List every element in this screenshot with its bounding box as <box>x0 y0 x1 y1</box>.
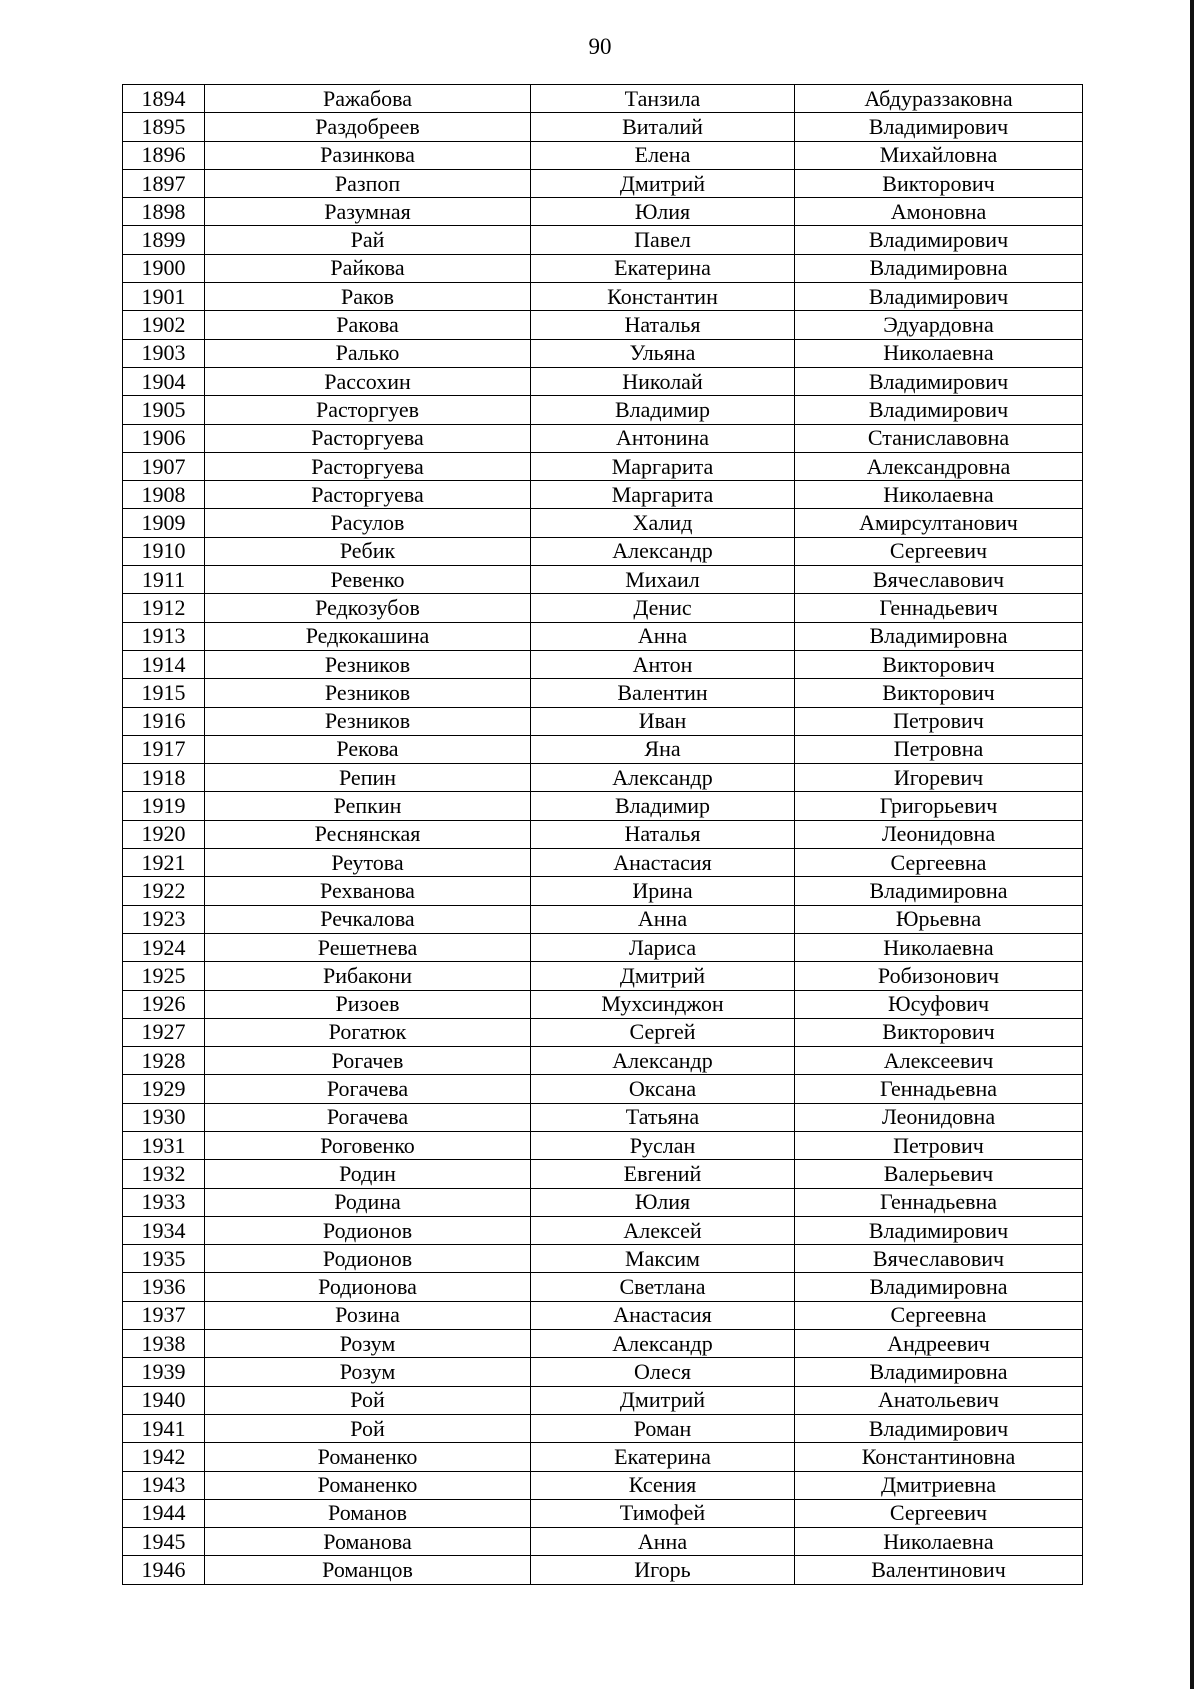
table-row <box>123 1273 1083 1301</box>
names-table-body <box>123 85 1083 1585</box>
last-name-cell: Разумная <box>205 198 531 226</box>
table-row <box>123 339 1083 367</box>
last-name-cell: Родионов <box>205 1216 531 1244</box>
patronymic-cell: Владимировна <box>795 1358 1083 1386</box>
first-name-cell: Анна <box>531 622 795 650</box>
patronymic-cell: Александровна <box>795 452 1083 480</box>
last-name-cell: Редкокашина <box>205 622 531 650</box>
patronymic-cell: Владимирович <box>795 1414 1083 1442</box>
table-row <box>123 1216 1083 1244</box>
last-name-cell: Редкозубов <box>205 594 531 622</box>
row-number-cell: 1901 <box>123 283 205 311</box>
patronymic-cell: Владимирович <box>795 1216 1083 1244</box>
table-row <box>123 933 1083 961</box>
patronymic-cell: Николаевна <box>795 1528 1083 1556</box>
patronymic-cell: Николаевна <box>795 339 1083 367</box>
first-name-cell: Мухсинджон <box>531 990 795 1018</box>
row-number-cell: 1925 <box>123 962 205 990</box>
patronymic-cell: Викторович <box>795 1018 1083 1046</box>
first-name-cell: Олеся <box>531 1358 795 1386</box>
patronymic-cell: Викторович <box>795 169 1083 197</box>
table-row <box>123 1386 1083 1414</box>
last-name-cell: Романова <box>205 1528 531 1556</box>
last-name-cell: Рой <box>205 1414 531 1442</box>
first-name-cell: Ульяна <box>531 339 795 367</box>
row-number-cell: 1922 <box>123 877 205 905</box>
first-name-cell: Тимофей <box>531 1499 795 1527</box>
patronymic-cell: Андреевич <box>795 1330 1083 1358</box>
table-row <box>123 650 1083 678</box>
row-number-cell: 1924 <box>123 933 205 961</box>
patronymic-cell: Сергеевич <box>795 1499 1083 1527</box>
patronymic-cell: Вячеславович <box>795 566 1083 594</box>
row-number-cell: 1909 <box>123 509 205 537</box>
page-number: 90 <box>588 34 612 59</box>
patronymic-cell: Владимировна <box>795 622 1083 650</box>
patronymic-cell: Викторович <box>795 650 1083 678</box>
last-name-cell: Рогачева <box>205 1075 531 1103</box>
last-name-cell: Расторгуева <box>205 481 531 509</box>
patronymic-cell: Геннадьевна <box>795 1188 1083 1216</box>
patronymic-cell: Петровна <box>795 735 1083 763</box>
patronymic-cell: Григорьевич <box>795 792 1083 820</box>
first-name-cell: Анастасия <box>531 849 795 877</box>
row-number-cell: 1932 <box>123 1160 205 1188</box>
table-row <box>123 1160 1083 1188</box>
last-name-cell: Расулов <box>205 509 531 537</box>
row-number-cell: 1916 <box>123 707 205 735</box>
first-name-cell: Дмитрий <box>531 1386 795 1414</box>
first-name-cell: Игорь <box>531 1556 795 1584</box>
row-number-cell: 1944 <box>123 1499 205 1527</box>
row-number-cell: 1900 <box>123 254 205 282</box>
row-number-cell: 1927 <box>123 1018 205 1046</box>
table-row <box>123 1103 1083 1131</box>
row-number-cell: 1917 <box>123 735 205 763</box>
table-row <box>123 141 1083 169</box>
patronymic-cell: Владимирович <box>795 283 1083 311</box>
first-name-cell: Анна <box>531 905 795 933</box>
row-number-cell: 1904 <box>123 367 205 395</box>
row-number-cell: 1928 <box>123 1047 205 1075</box>
table-row <box>123 1443 1083 1471</box>
last-name-cell: Резников <box>205 650 531 678</box>
table-row <box>123 1330 1083 1358</box>
row-number-cell: 1919 <box>123 792 205 820</box>
patronymic-cell: Владимирович <box>795 396 1083 424</box>
first-name-cell: Екатерина <box>531 1443 795 1471</box>
row-number-cell: 1906 <box>123 424 205 452</box>
last-name-cell: Репкин <box>205 792 531 820</box>
row-number-cell: 1926 <box>123 990 205 1018</box>
row-number-cell: 1934 <box>123 1216 205 1244</box>
patronymic-cell: Петрович <box>795 1131 1083 1159</box>
patronymic-cell: Константиновна <box>795 1443 1083 1471</box>
patronymic-cell: Амоновна <box>795 198 1083 226</box>
first-name-cell: Денис <box>531 594 795 622</box>
table-row <box>123 537 1083 565</box>
last-name-cell: Раздобреев <box>205 113 531 141</box>
patronymic-cell: Амирсултанович <box>795 509 1083 537</box>
last-name-cell: Рибакони <box>205 962 531 990</box>
last-name-cell: Ракова <box>205 311 531 339</box>
first-name-cell: Анастасия <box>531 1301 795 1329</box>
first-name-cell: Сергей <box>531 1018 795 1046</box>
patronymic-cell: Владимирович <box>795 226 1083 254</box>
last-name-cell: Реутова <box>205 849 531 877</box>
first-name-cell: Александр <box>531 1330 795 1358</box>
first-name-cell: Алексей <box>531 1216 795 1244</box>
patronymic-cell: Станиславовна <box>795 424 1083 452</box>
first-name-cell: Маргарита <box>531 452 795 480</box>
patronymic-cell: Игоревич <box>795 764 1083 792</box>
first-name-cell: Дмитрий <box>531 962 795 990</box>
row-number-cell: 1930 <box>123 1103 205 1131</box>
first-name-cell: Яна <box>531 735 795 763</box>
last-name-cell: Рогатюк <box>205 1018 531 1046</box>
last-name-cell: Рекова <box>205 735 531 763</box>
row-number-cell: 1946 <box>123 1556 205 1584</box>
table-row <box>123 1556 1083 1584</box>
table-row <box>123 905 1083 933</box>
first-name-cell: Наталья <box>531 311 795 339</box>
table-row <box>123 283 1083 311</box>
first-name-cell: Дмитрий <box>531 169 795 197</box>
last-name-cell: Романенко <box>205 1443 531 1471</box>
first-name-cell: Владимир <box>531 792 795 820</box>
patronymic-cell: Сергеевна <box>795 849 1083 877</box>
table-row <box>123 849 1083 877</box>
last-name-cell: Расторгуева <box>205 452 531 480</box>
last-name-cell: Реснянская <box>205 820 531 848</box>
patronymic-cell: Владимирович <box>795 113 1083 141</box>
first-name-cell: Юлия <box>531 1188 795 1216</box>
row-number-cell: 1942 <box>123 1443 205 1471</box>
last-name-cell: Родин <box>205 1160 531 1188</box>
table-row <box>123 990 1083 1018</box>
first-name-cell: Роман <box>531 1414 795 1442</box>
row-number-cell: 1940 <box>123 1386 205 1414</box>
table-row <box>123 396 1083 424</box>
last-name-cell: Речкалова <box>205 905 531 933</box>
row-number-cell: 1912 <box>123 594 205 622</box>
table-row <box>123 198 1083 226</box>
patronymic-cell: Абдураззаковна <box>795 85 1083 113</box>
last-name-cell: Райкова <box>205 254 531 282</box>
table-row <box>123 1047 1083 1075</box>
patronymic-cell: Николаевна <box>795 933 1083 961</box>
first-name-cell: Александр <box>531 1047 795 1075</box>
row-number-cell: 1894 <box>123 85 205 113</box>
table-row <box>123 226 1083 254</box>
row-number-cell: 1910 <box>123 537 205 565</box>
row-number-cell: 1936 <box>123 1273 205 1301</box>
row-number-cell: 1897 <box>123 169 205 197</box>
patronymic-cell: Петрович <box>795 707 1083 735</box>
last-name-cell: Романов <box>205 1499 531 1527</box>
first-name-cell: Руслан <box>531 1131 795 1159</box>
row-number-cell: 1902 <box>123 311 205 339</box>
row-number-cell: 1896 <box>123 141 205 169</box>
row-number-cell: 1923 <box>123 905 205 933</box>
row-number-cell: 1945 <box>123 1528 205 1556</box>
row-number-cell: 1913 <box>123 622 205 650</box>
last-name-cell: Расторгуев <box>205 396 531 424</box>
table-row <box>123 1471 1083 1499</box>
table-row <box>123 1188 1083 1216</box>
table-row <box>123 169 1083 197</box>
last-name-cell: Родионова <box>205 1273 531 1301</box>
table-row <box>123 85 1083 113</box>
patronymic-cell: Викторович <box>795 679 1083 707</box>
patronymic-cell: Дмитриевна <box>795 1471 1083 1499</box>
table-row <box>123 1528 1083 1556</box>
patronymic-cell: Владимировна <box>795 1273 1083 1301</box>
table-row <box>123 1499 1083 1527</box>
last-name-cell: Романцов <box>205 1556 531 1584</box>
patronymic-cell: Вячеславович <box>795 1245 1083 1273</box>
first-name-cell: Елена <box>531 141 795 169</box>
first-name-cell: Светлана <box>531 1273 795 1301</box>
table-row <box>123 509 1083 537</box>
last-name-cell: Рогачева <box>205 1103 531 1131</box>
patronymic-cell: Валентинович <box>795 1556 1083 1584</box>
last-name-cell: Романенко <box>205 1471 531 1499</box>
patronymic-cell: Юрьевна <box>795 905 1083 933</box>
table-row <box>123 707 1083 735</box>
last-name-cell: Рехванова <box>205 877 531 905</box>
first-name-cell: Юлия <box>531 198 795 226</box>
table-row <box>123 820 1083 848</box>
scan-edge-line <box>1190 0 1194 1689</box>
first-name-cell: Оксана <box>531 1075 795 1103</box>
table-row <box>123 735 1083 763</box>
last-name-cell: Розум <box>205 1330 531 1358</box>
table-row <box>123 622 1083 650</box>
last-name-cell: Роговенко <box>205 1131 531 1159</box>
table-row <box>123 764 1083 792</box>
table-row <box>123 254 1083 282</box>
patronymic-cell: Леонидовна <box>795 1103 1083 1131</box>
last-name-cell: Резников <box>205 707 531 735</box>
last-name-cell: Рай <box>205 226 531 254</box>
last-name-cell: Ралько <box>205 339 531 367</box>
table-row <box>123 679 1083 707</box>
first-name-cell: Павел <box>531 226 795 254</box>
table-row <box>123 1358 1083 1386</box>
row-number-cell: 1935 <box>123 1245 205 1273</box>
table-row <box>123 311 1083 339</box>
last-name-cell: Ражабова <box>205 85 531 113</box>
patronymic-cell: Михайловна <box>795 141 1083 169</box>
row-number-cell: 1914 <box>123 650 205 678</box>
patronymic-cell: Владимирович <box>795 367 1083 395</box>
first-name-cell: Маргарита <box>531 481 795 509</box>
last-name-cell: Розина <box>205 1301 531 1329</box>
patronymic-cell: Николаевна <box>795 481 1083 509</box>
table-row <box>123 1301 1083 1329</box>
last-name-cell: Расторгуева <box>205 424 531 452</box>
row-number-cell: 1943 <box>123 1471 205 1499</box>
row-number-cell: 1931 <box>123 1131 205 1159</box>
first-name-cell: Халид <box>531 509 795 537</box>
table-row <box>123 1131 1083 1159</box>
last-name-cell: Ревенко <box>205 566 531 594</box>
patronymic-cell: Эдуардовна <box>795 311 1083 339</box>
patronymic-cell: Анатольевич <box>795 1386 1083 1414</box>
last-name-cell: Ризоев <box>205 990 531 1018</box>
row-number-cell: 1908 <box>123 481 205 509</box>
last-name-cell: Родина <box>205 1188 531 1216</box>
table-row <box>123 877 1083 905</box>
first-name-cell: Иван <box>531 707 795 735</box>
patronymic-cell: Владимировна <box>795 877 1083 905</box>
table-row <box>123 594 1083 622</box>
last-name-cell: Рой <box>205 1386 531 1414</box>
first-name-cell: Александр <box>531 537 795 565</box>
table-row <box>123 962 1083 990</box>
first-name-cell: Антонина <box>531 424 795 452</box>
first-name-cell: Ирина <box>531 877 795 905</box>
first-name-cell: Виталий <box>531 113 795 141</box>
patronymic-cell: Владимировна <box>795 254 1083 282</box>
last-name-cell: Раков <box>205 283 531 311</box>
patronymic-cell: Геннадьевна <box>795 1075 1083 1103</box>
last-name-cell: Репин <box>205 764 531 792</box>
names-table <box>122 84 1083 1585</box>
patronymic-cell: Леонидовна <box>795 820 1083 848</box>
first-name-cell: Владимир <box>531 396 795 424</box>
last-name-cell: Резников <box>205 679 531 707</box>
row-number-cell: 1933 <box>123 1188 205 1216</box>
row-number-cell: 1895 <box>123 113 205 141</box>
first-name-cell: Татьяна <box>531 1103 795 1131</box>
table-row <box>123 1075 1083 1103</box>
row-number-cell: 1898 <box>123 198 205 226</box>
last-name-cell: Разпоп <box>205 169 531 197</box>
row-number-cell: 1905 <box>123 396 205 424</box>
first-name-cell: Танзила <box>531 85 795 113</box>
row-number-cell: 1918 <box>123 764 205 792</box>
first-name-cell: Валентин <box>531 679 795 707</box>
last-name-cell: Родионов <box>205 1245 531 1273</box>
row-number-cell: 1899 <box>123 226 205 254</box>
row-number-cell: 1929 <box>123 1075 205 1103</box>
row-number-cell: 1920 <box>123 820 205 848</box>
patronymic-cell: Сергеевич <box>795 537 1083 565</box>
last-name-cell: Решетнева <box>205 933 531 961</box>
first-name-cell: Анна <box>531 1528 795 1556</box>
first-name-cell: Максим <box>531 1245 795 1273</box>
table-row <box>123 792 1083 820</box>
patronymic-cell: Сергеевна <box>795 1301 1083 1329</box>
first-name-cell: Николай <box>531 367 795 395</box>
row-number-cell: 1903 <box>123 339 205 367</box>
row-number-cell: 1938 <box>123 1330 205 1358</box>
table-row <box>123 566 1083 594</box>
patronymic-cell: Алексеевич <box>795 1047 1083 1075</box>
row-number-cell: 1911 <box>123 566 205 594</box>
first-name-cell: Михаил <box>531 566 795 594</box>
row-number-cell: 1915 <box>123 679 205 707</box>
patronymic-cell: Геннадьевич <box>795 594 1083 622</box>
table-row <box>123 452 1083 480</box>
patronymic-cell: Робизонович <box>795 962 1083 990</box>
row-number-cell: 1907 <box>123 452 205 480</box>
last-name-cell: Рассохин <box>205 367 531 395</box>
last-name-cell: Ребик <box>205 537 531 565</box>
row-number-cell: 1939 <box>123 1358 205 1386</box>
last-name-cell: Розум <box>205 1358 531 1386</box>
table-row <box>123 481 1083 509</box>
table-row <box>123 113 1083 141</box>
table-row <box>123 424 1083 452</box>
table-row <box>123 1018 1083 1046</box>
table-row <box>123 367 1083 395</box>
first-name-cell: Константин <box>531 283 795 311</box>
first-name-cell: Александр <box>531 764 795 792</box>
row-number-cell: 1941 <box>123 1414 205 1442</box>
first-name-cell: Антон <box>531 650 795 678</box>
first-name-cell: Наталья <box>531 820 795 848</box>
last-name-cell: Рогачев <box>205 1047 531 1075</box>
first-name-cell: Екатерина <box>531 254 795 282</box>
first-name-cell: Ксения <box>531 1471 795 1499</box>
patronymic-cell: Юсуфович <box>795 990 1083 1018</box>
first-name-cell: Лариса <box>531 933 795 961</box>
table-row <box>123 1245 1083 1273</box>
table-row <box>123 1414 1083 1442</box>
patronymic-cell: Валерьевич <box>795 1160 1083 1188</box>
first-name-cell: Евгений <box>531 1160 795 1188</box>
last-name-cell: Разинкова <box>205 141 531 169</box>
row-number-cell: 1921 <box>123 849 205 877</box>
row-number-cell: 1937 <box>123 1301 205 1329</box>
